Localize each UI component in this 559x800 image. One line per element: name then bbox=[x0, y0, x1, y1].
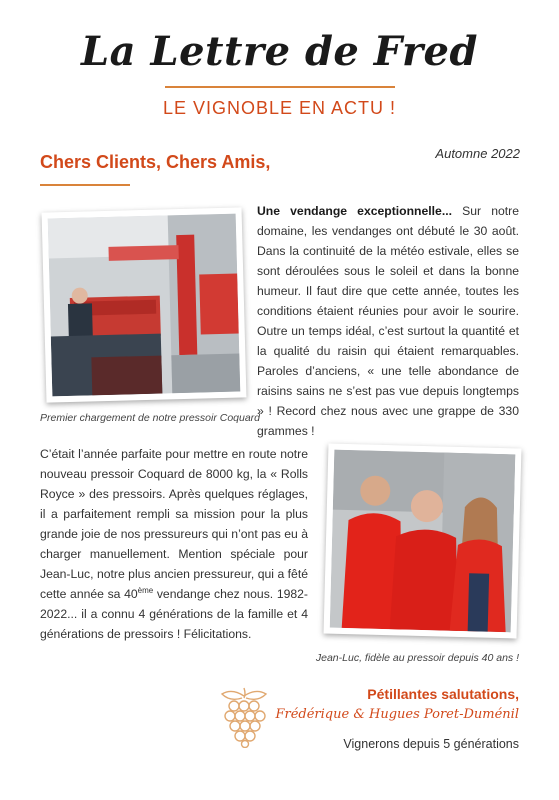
photo-press-loading bbox=[42, 207, 247, 402]
ordinal-suffix: ème bbox=[137, 585, 154, 595]
photo-caption: Jean-Luc, fidèle au pressoir depuis 40 ans ! bbox=[315, 652, 519, 664]
greeting: Chers Clients, Chers Amis, bbox=[40, 152, 271, 172]
photo-caption: Premier chargement de notre pressoir Coquard bbox=[40, 412, 261, 424]
article-body: Sur notre domaine, les vendanges ont débuté le 30 août. Dans la continuité de la météo estivale, elles se sont déroulées sous le soleil et dans la bonne humeur. Il faut dire que cette année, toutes les conditions étaient réunies pour avoir le sourire. Outre un temps idéal, c’est surtout la quantité et la qualité du raisin qui étaient remarquables. Paroles d’anciens, « une telle abondance de raisins sains ne s’est pas vue depuis longtemps » ! Record chez nous avec une grappe de 330 grammes ! bbox=[257, 204, 519, 438]
article-press bbox=[40, 444, 308, 644]
article-body: C’était l’année parfaite pour mettre en route notre nouveau pressoir Coquard de 8000 kg, la « Rolls Royce » des pressoirs. Après quelques réglages, il a parfaitement rempli sa mission pour la plus grande joie de nos pressureurs qui n’ont pas eu à charger manuellement. Mention spéciale pour Jean-Luc, notre plus ancien pressureur, qui a fêté cette année sa 40 bbox=[40, 447, 308, 601]
newsletter-subtitle: LE VIGNOBLE EN ACTU ! bbox=[162, 98, 397, 118]
closing-salutation: Pétillantes salutations, bbox=[367, 686, 519, 702]
article-harvest bbox=[257, 201, 519, 441]
signature: Frédérique & Hugues Poret-Duménil bbox=[275, 707, 519, 722]
signoff-tagline: Vignerons depuis 5 générations bbox=[343, 737, 519, 751]
greeting-divider bbox=[40, 184, 130, 186]
title-divider bbox=[165, 86, 395, 88]
article-lead: Une vendange exceptionnelle... bbox=[257, 204, 452, 218]
photo-team bbox=[324, 444, 522, 639]
issue-date: Automne 2022 bbox=[435, 146, 520, 161]
newsletter-title: La Lettre de Fred bbox=[81, 28, 478, 75]
article-body: vendange chez nous. 1982-2022... il a connu 4 générations de la famille et 4 générations de pressoirs ! Félicitations. bbox=[40, 587, 308, 641]
